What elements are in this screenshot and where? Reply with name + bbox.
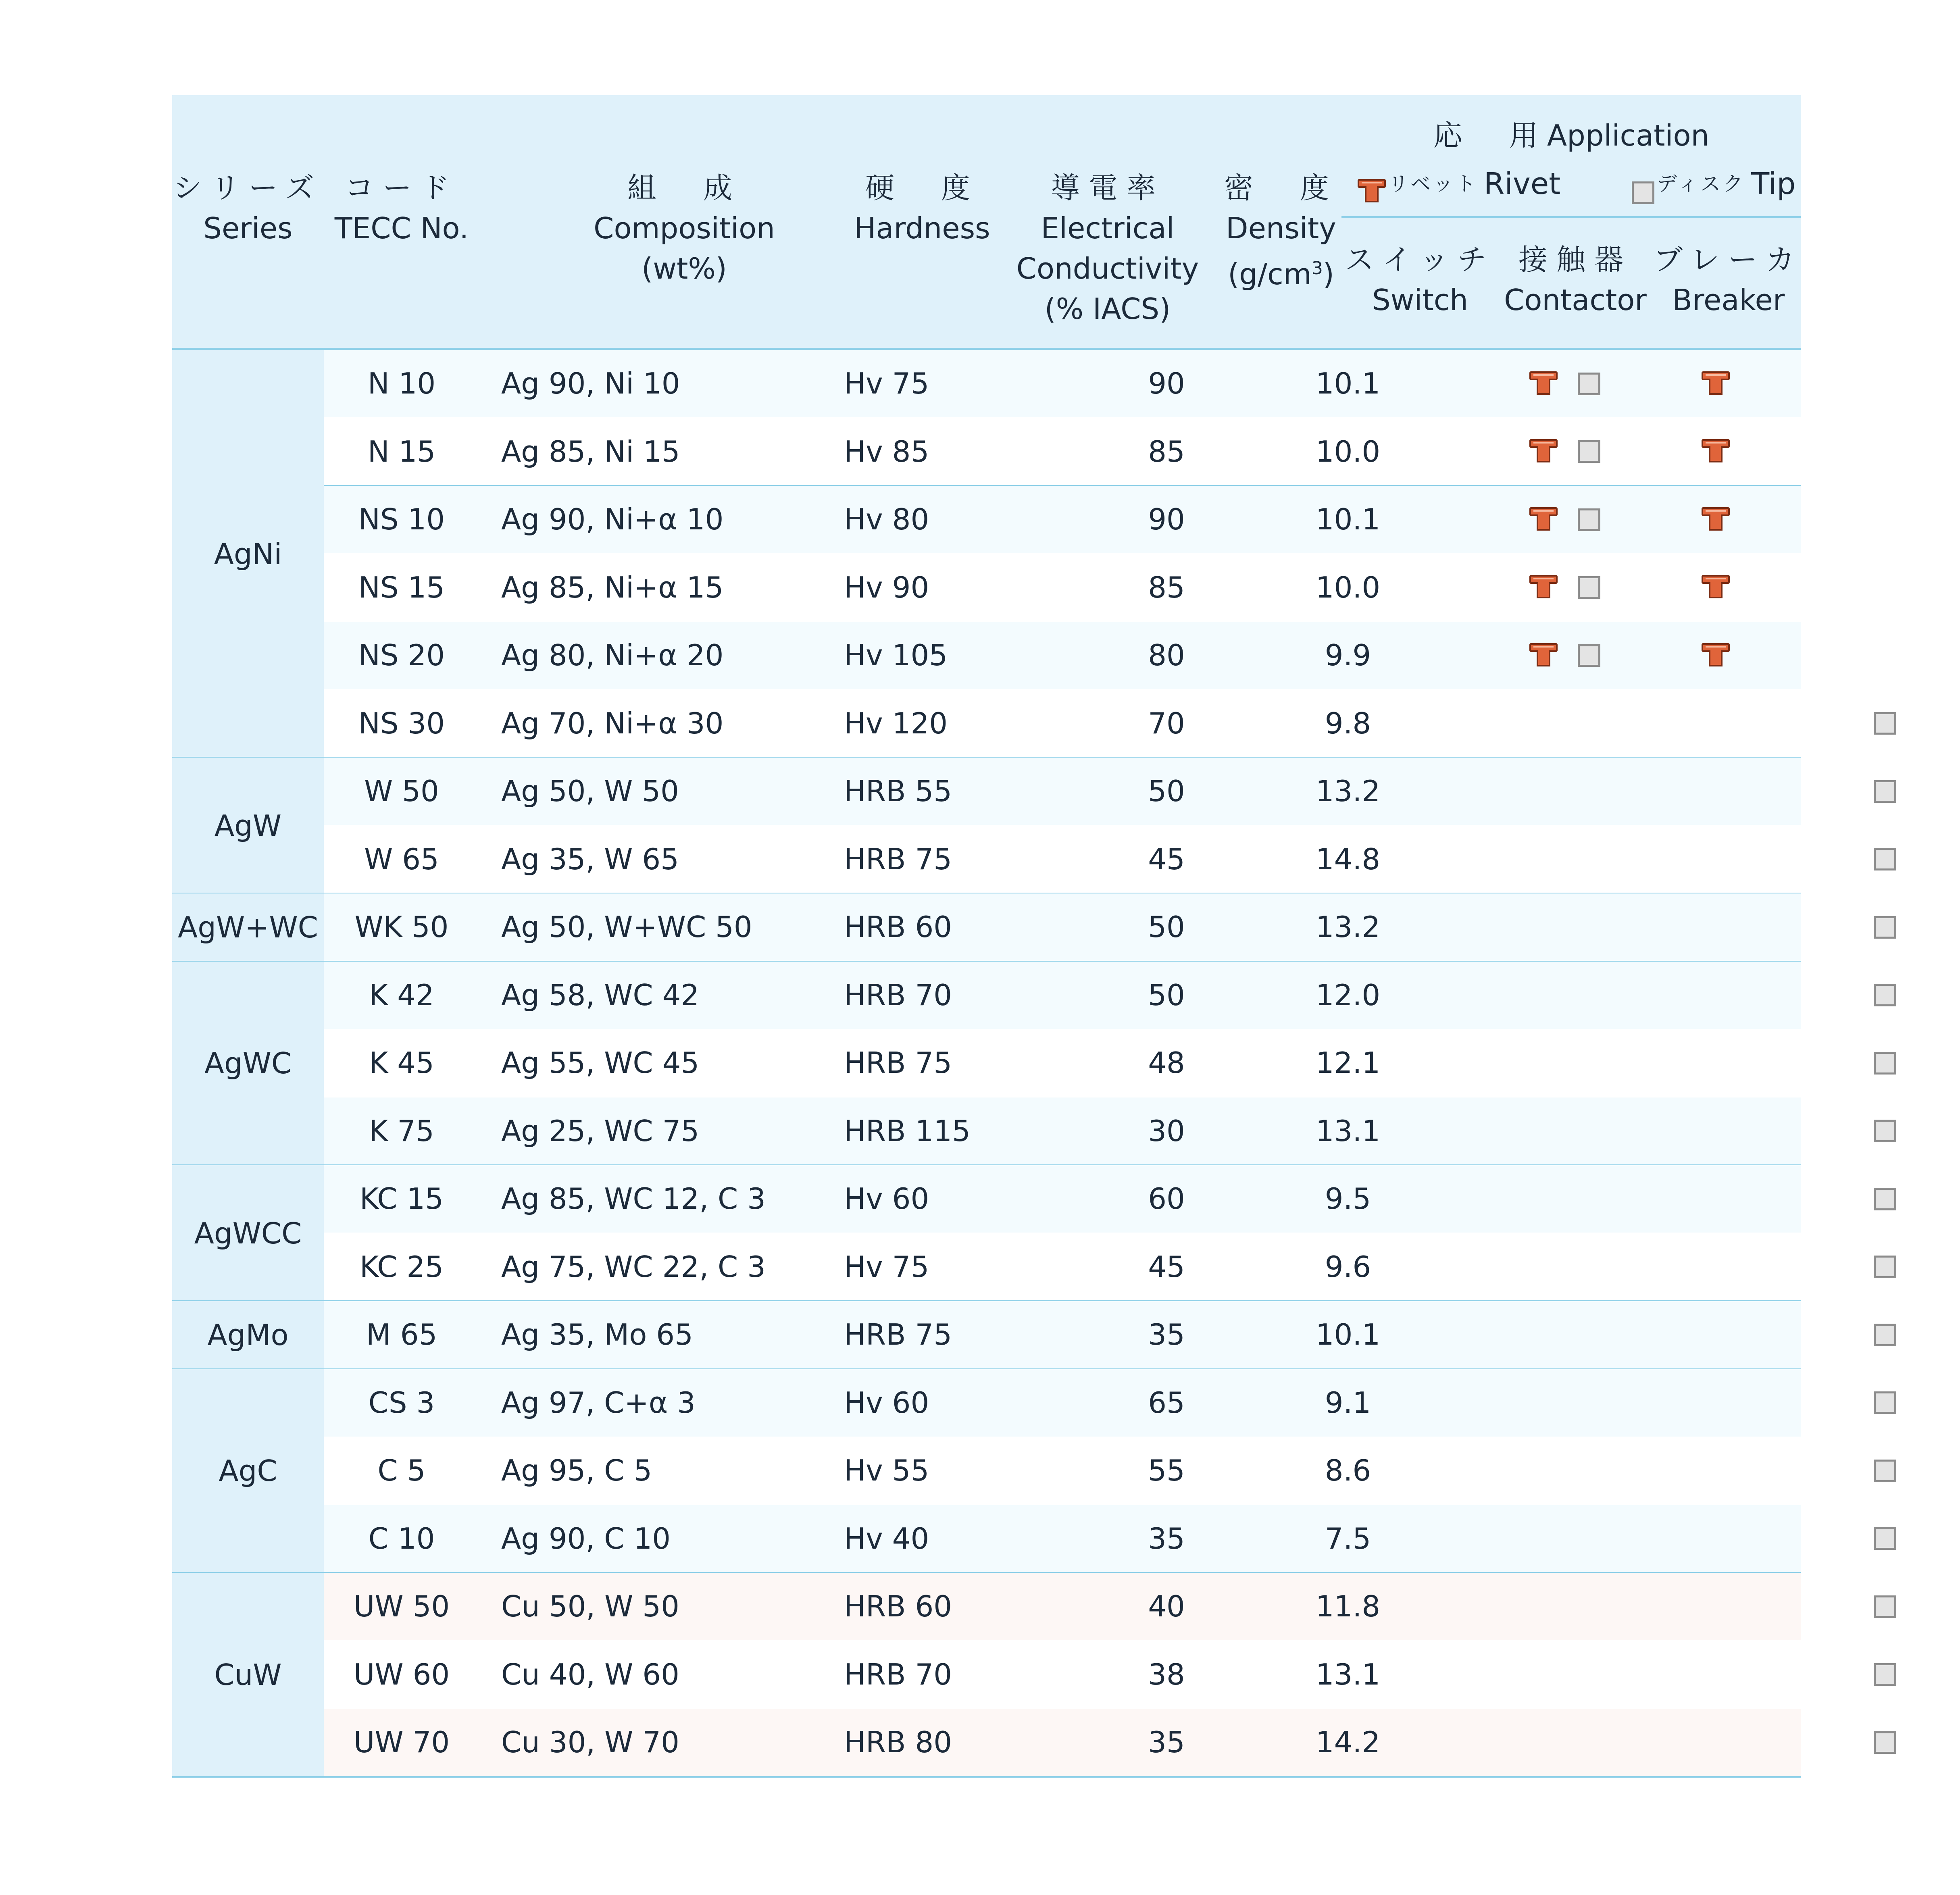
header-application bbox=[1341, 115, 1801, 156]
disk-tip-icon bbox=[1578, 644, 1600, 667]
composition-cell: Ag 90, Ni+α 10 bbox=[501, 502, 724, 536]
contactor-application bbox=[1702, 350, 1730, 417]
conductivity-cell: 70 bbox=[1148, 706, 1185, 740]
density-cell: 9.5 bbox=[1325, 1182, 1371, 1216]
table-row bbox=[324, 486, 1801, 553]
header-contactor bbox=[1499, 239, 1652, 320]
density-cell: 13.2 bbox=[1315, 774, 1381, 808]
breaker-application bbox=[1874, 1505, 1896, 1572]
density-cell: 10.0 bbox=[1315, 570, 1381, 604]
conductivity-cell: 35 bbox=[1148, 1725, 1185, 1759]
breaker-application bbox=[1874, 1165, 1896, 1233]
hardness-cell: HRB 115 bbox=[844, 1114, 971, 1148]
composition-cell: Ag 90, Ni 10 bbox=[501, 367, 680, 400]
code-cell: NS 30 bbox=[358, 706, 445, 740]
header-code bbox=[324, 168, 479, 248]
rivet-icon bbox=[1702, 371, 1730, 396]
table-row bbox=[324, 418, 1801, 485]
conductivity-cell: 90 bbox=[1148, 502, 1185, 536]
table-row bbox=[324, 1097, 1801, 1165]
disk-tip-icon bbox=[1874, 712, 1896, 735]
disk-tip-icon bbox=[1874, 848, 1896, 870]
composition-cell: Cu 50, W 50 bbox=[501, 1589, 679, 1623]
header-composition-unit: (wt%) bbox=[642, 252, 727, 285]
conductivity-cell: 55 bbox=[1148, 1454, 1185, 1487]
conductivity-cell: 90 bbox=[1148, 367, 1185, 400]
header-electrical-jp: 導電率 bbox=[1050, 171, 1164, 205]
conductivity-cell: 40 bbox=[1148, 1589, 1185, 1623]
legend-rivet-en: Rivet bbox=[1484, 167, 1561, 201]
conductivity-cell: 35 bbox=[1148, 1318, 1185, 1351]
header-electrical-en1: Electrical bbox=[1041, 211, 1175, 245]
code-cell: NS 15 bbox=[358, 570, 445, 604]
rivet-icon bbox=[1529, 575, 1558, 600]
disk-tip-icon bbox=[1874, 1256, 1896, 1278]
hardness-cell: HRB 55 bbox=[844, 774, 952, 808]
density-cell: 7.5 bbox=[1325, 1521, 1371, 1556]
density-cell: 12.0 bbox=[1315, 978, 1381, 1012]
breaker-application bbox=[1874, 1709, 1896, 1776]
conductivity-cell: 50 bbox=[1148, 978, 1185, 1012]
table-row bbox=[324, 1369, 1801, 1437]
disk-tip-icon bbox=[1874, 1052, 1896, 1075]
rivet-icon bbox=[1529, 371, 1558, 396]
header-electrical-unit: (% IACS) bbox=[1044, 292, 1171, 326]
hardness-cell: HRB 80 bbox=[844, 1725, 952, 1759]
hardness-cell: Hv 75 bbox=[844, 367, 929, 400]
density-cell: 12.1 bbox=[1315, 1046, 1381, 1080]
disk-tip-icon bbox=[1578, 440, 1600, 463]
code-cell: K 42 bbox=[369, 978, 434, 1012]
hardness-cell: Hv 55 bbox=[844, 1454, 929, 1487]
conductivity-cell: 50 bbox=[1148, 910, 1185, 944]
composition-cell: Ag 25, WC 75 bbox=[501, 1114, 700, 1148]
rivet-icon bbox=[1702, 643, 1730, 668]
header-breaker-jp: ブレーカ bbox=[1654, 243, 1804, 277]
table-row bbox=[324, 622, 1801, 689]
conductivity-cell: 80 bbox=[1148, 638, 1185, 672]
density-cell: 10.1 bbox=[1315, 367, 1381, 400]
disk-tip-icon bbox=[1874, 1188, 1896, 1210]
header-series-en: Series bbox=[203, 211, 293, 245]
legend-rivet bbox=[1358, 164, 1560, 204]
hardness-cell: HRB 75 bbox=[844, 1318, 952, 1351]
legend-tip bbox=[1632, 164, 1795, 204]
disk-tip-icon bbox=[1874, 1460, 1896, 1482]
table-row bbox=[324, 826, 1801, 893]
table-row bbox=[324, 554, 1801, 621]
composition-cell: Cu 40, W 60 bbox=[501, 1657, 679, 1691]
density-cell: 13.1 bbox=[1315, 1114, 1381, 1148]
hardness-cell: Hv 90 bbox=[844, 570, 929, 604]
header-density-unit: $(g/cm^3)$ bbox=[1228, 257, 1334, 291]
conductivity-cell: 35 bbox=[1148, 1521, 1185, 1556]
code-cell: NS 10 bbox=[358, 502, 445, 536]
conductivity-cell: 60 bbox=[1148, 1182, 1185, 1216]
density-cell: 11.8 bbox=[1315, 1589, 1381, 1623]
rivet-icon bbox=[1358, 179, 1386, 204]
disk-tip-icon bbox=[1874, 916, 1896, 939]
breaker-application bbox=[1874, 1029, 1896, 1097]
hardness-cell: Hv 85 bbox=[844, 434, 929, 469]
breaker-application bbox=[1874, 1573, 1896, 1640]
rivet-icon bbox=[1529, 643, 1558, 668]
breaker-application bbox=[1874, 826, 1896, 893]
composition-cell: Ag 58, WC 42 bbox=[501, 978, 700, 1012]
hardness-cell: HRB 75 bbox=[844, 842, 952, 876]
breaker-application bbox=[1874, 690, 1896, 757]
disk-tip-icon bbox=[1874, 1391, 1896, 1414]
breaker-application bbox=[1874, 1233, 1896, 1301]
series-cell: AgMo bbox=[172, 1301, 324, 1369]
code-cell: NS 20 bbox=[358, 638, 445, 672]
header-breaker bbox=[1652, 239, 1805, 320]
disk-tip-icon bbox=[1874, 984, 1896, 1006]
disk-tip-icon bbox=[1874, 1324, 1896, 1346]
legend-tip-en: Tip bbox=[1751, 167, 1796, 201]
table-row bbox=[324, 690, 1801, 757]
conductivity-cell: 65 bbox=[1148, 1385, 1185, 1420]
table-row bbox=[324, 893, 1801, 961]
code-cell: N 10 bbox=[367, 367, 436, 400]
hardness-cell: Hv 40 bbox=[844, 1521, 929, 1556]
hardness-cell: Hv 120 bbox=[844, 706, 948, 740]
header-code-jp: コード bbox=[344, 171, 458, 205]
composition-cell: Ag 75, WC 22, C 3 bbox=[501, 1249, 766, 1284]
table-row bbox=[324, 1641, 1801, 1708]
code-cell: CS 3 bbox=[368, 1385, 435, 1420]
conductivity-cell: 30 bbox=[1148, 1114, 1185, 1148]
conductivity-cell: 45 bbox=[1148, 1249, 1185, 1284]
density-cell: 13.1 bbox=[1315, 1657, 1381, 1691]
header-switch-jp: スイッチ bbox=[1345, 243, 1496, 277]
conductivity-cell: 85 bbox=[1148, 570, 1185, 604]
hardness-cell: Hv 105 bbox=[844, 638, 948, 672]
header-breaker-en: Breaker bbox=[1672, 283, 1785, 317]
composition-cell: Ag 50, W+WC 50 bbox=[501, 910, 752, 944]
disk-tip-icon bbox=[1874, 1595, 1896, 1618]
hardness-cell: Hv 75 bbox=[844, 1249, 929, 1284]
switch-application bbox=[1529, 350, 1600, 417]
series-cell: AgW bbox=[172, 758, 324, 893]
header-switch bbox=[1341, 239, 1499, 320]
breaker-application bbox=[1874, 1437, 1896, 1504]
breaker-application bbox=[1874, 962, 1896, 1029]
header-composition-jp: 組 成 bbox=[627, 171, 741, 205]
switch-application bbox=[1529, 554, 1600, 621]
code-cell: K 45 bbox=[369, 1046, 434, 1080]
composition-cell: Ag 80, Ni+α 20 bbox=[501, 638, 724, 672]
header-application-jp: 応 用 bbox=[1433, 119, 1547, 152]
composition-cell: Ag 70, Ni+α 30 bbox=[501, 706, 724, 740]
rivet-icon bbox=[1702, 575, 1730, 600]
density-cell: 9.9 bbox=[1325, 638, 1371, 672]
group-divider bbox=[172, 1776, 1801, 1778]
header-composition-en: Composition bbox=[594, 211, 775, 245]
header-contactor-jp: 接触器 bbox=[1518, 243, 1632, 277]
switch-application bbox=[1529, 622, 1600, 689]
table-row bbox=[324, 1233, 1801, 1301]
contactor-application bbox=[1702, 554, 1730, 621]
density-cell: 13.2 bbox=[1315, 910, 1381, 944]
conductivity-cell: 85 bbox=[1148, 434, 1185, 469]
legend-tip-jp: ディスク bbox=[1657, 172, 1745, 196]
composition-cell: Ag 90, C 10 bbox=[501, 1521, 671, 1556]
breaker-application bbox=[1874, 1097, 1896, 1165]
contactor-application bbox=[1702, 622, 1730, 689]
series-cell: AgNi bbox=[172, 350, 324, 758]
code-cell: N 15 bbox=[367, 434, 436, 469]
header-hardness-jp: 硬 度 bbox=[865, 171, 979, 205]
composition-cell: Ag 35, Mo 65 bbox=[501, 1318, 693, 1351]
disk-tip-icon bbox=[1578, 576, 1600, 599]
table-row bbox=[324, 962, 1801, 1029]
header-code-en: TECC No. bbox=[334, 211, 469, 245]
header-density-en: Density bbox=[1226, 211, 1336, 245]
conductivity-cell: 38 bbox=[1148, 1657, 1185, 1691]
hardness-cell: Hv 60 bbox=[844, 1385, 929, 1420]
code-cell: M 65 bbox=[366, 1318, 437, 1351]
table-row bbox=[324, 350, 1801, 417]
composition-cell: Ag 35, W 65 bbox=[501, 842, 679, 876]
hardness-cell: HRB 70 bbox=[844, 1657, 952, 1691]
table-row bbox=[324, 1573, 1801, 1640]
code-cell: C 10 bbox=[368, 1521, 435, 1556]
density-cell: 8.6 bbox=[1325, 1454, 1371, 1487]
code-cell: KC 25 bbox=[359, 1249, 444, 1284]
hardness-cell: HRB 60 bbox=[844, 1589, 952, 1623]
code-cell: W 50 bbox=[364, 774, 439, 808]
code-cell: UW 70 bbox=[353, 1725, 450, 1759]
composition-cell: Ag 95, C 5 bbox=[501, 1454, 652, 1487]
table-row bbox=[324, 1029, 1801, 1097]
header-density bbox=[1221, 168, 1341, 294]
density-cell: 10.1 bbox=[1315, 1318, 1381, 1351]
conductivity-cell: 50 bbox=[1148, 774, 1185, 808]
density-cell: 9.1 bbox=[1325, 1385, 1371, 1420]
disk-tip-icon bbox=[1874, 1120, 1896, 1142]
table-row bbox=[324, 758, 1801, 825]
hardness-cell: Hv 80 bbox=[844, 502, 929, 536]
disk-tip-icon bbox=[1874, 780, 1896, 803]
header-composition bbox=[527, 168, 841, 289]
contactor-application bbox=[1702, 486, 1730, 553]
hardness-cell: HRB 70 bbox=[844, 978, 952, 1012]
hardness-cell: Hv 60 bbox=[844, 1182, 929, 1216]
rivet-icon bbox=[1529, 439, 1558, 464]
rivet-icon bbox=[1702, 507, 1730, 532]
conductivity-cell: 48 bbox=[1148, 1046, 1185, 1080]
code-cell: K 75 bbox=[369, 1114, 434, 1148]
switch-application bbox=[1529, 418, 1600, 485]
rivet-icon bbox=[1529, 507, 1558, 532]
breaker-application bbox=[1874, 1301, 1896, 1368]
hardness-cell: HRB 60 bbox=[844, 910, 952, 944]
series-cell: AgWCC bbox=[172, 1165, 324, 1301]
application-divider bbox=[1341, 216, 1801, 218]
header-density-jp: 密 度 bbox=[1224, 171, 1338, 205]
header-electrical bbox=[995, 168, 1221, 329]
disk-tip-icon bbox=[1578, 373, 1600, 395]
series-cell: AgC bbox=[172, 1369, 324, 1573]
density-cell: 9.8 bbox=[1325, 706, 1371, 740]
density-cell: 9.6 bbox=[1325, 1249, 1371, 1284]
density-cell: 10.1 bbox=[1315, 502, 1381, 536]
code-cell: WK 50 bbox=[354, 910, 449, 944]
hardness-cell: HRB 75 bbox=[844, 1046, 952, 1080]
table-row bbox=[324, 1301, 1801, 1368]
code-cell: UW 60 bbox=[353, 1657, 450, 1691]
disk-tip-icon bbox=[1874, 1731, 1896, 1754]
rivet-icon bbox=[1702, 439, 1730, 464]
density-cell: 14.8 bbox=[1315, 842, 1381, 876]
header-contactor-en: Contactor bbox=[1504, 283, 1647, 317]
contactor-application bbox=[1702, 418, 1730, 485]
breaker-application bbox=[1874, 893, 1896, 961]
series-cell: AgWC bbox=[172, 962, 324, 1166]
code-cell: UW 50 bbox=[353, 1589, 450, 1623]
code-cell: KC 15 bbox=[359, 1182, 444, 1216]
composition-cell: Cu 30, W 70 bbox=[501, 1725, 679, 1759]
composition-cell: Ag 97, C+α 3 bbox=[501, 1385, 696, 1420]
table-row bbox=[324, 1165, 1801, 1233]
conductivity-cell: 45 bbox=[1148, 842, 1185, 876]
code-cell: C 5 bbox=[377, 1454, 426, 1487]
disk-tip-icon bbox=[1578, 508, 1600, 531]
breaker-application bbox=[1874, 1641, 1896, 1708]
header-hardness-en: Hardness bbox=[854, 211, 990, 245]
header-electrical-en2: Conductivity bbox=[1016, 252, 1199, 285]
disk-tip-icon bbox=[1632, 181, 1654, 204]
series-cell: CuW bbox=[172, 1573, 324, 1777]
composition-cell: Ag 85, WC 12, C 3 bbox=[501, 1182, 766, 1216]
breaker-application bbox=[1874, 1369, 1896, 1437]
table-row bbox=[324, 1437, 1801, 1504]
header-series bbox=[172, 168, 324, 248]
breaker-application bbox=[1874, 758, 1896, 825]
header-application-en: Application bbox=[1547, 119, 1710, 152]
legend-rivet-jp: リベット bbox=[1388, 172, 1478, 196]
series-cell: AgW+WC bbox=[172, 893, 324, 962]
disk-tip-icon bbox=[1874, 1527, 1896, 1550]
table-row bbox=[324, 1505, 1801, 1572]
disk-tip-icon bbox=[1874, 1663, 1896, 1686]
composition-cell: Ag 50, W 50 bbox=[501, 774, 679, 808]
header-series-jp: シリーズ bbox=[173, 171, 323, 205]
density-cell: 10.0 bbox=[1315, 434, 1381, 469]
code-cell: W 65 bbox=[364, 842, 439, 876]
composition-cell: Ag 85, Ni 15 bbox=[501, 434, 680, 469]
switch-application bbox=[1529, 486, 1600, 553]
density-cell: 14.2 bbox=[1315, 1725, 1381, 1759]
composition-cell: Ag 55, WC 45 bbox=[501, 1046, 700, 1080]
composition-cell: Ag 85, Ni+α 15 bbox=[501, 570, 724, 604]
header-switch-en: Switch bbox=[1372, 283, 1468, 317]
table-row bbox=[324, 1709, 1801, 1776]
